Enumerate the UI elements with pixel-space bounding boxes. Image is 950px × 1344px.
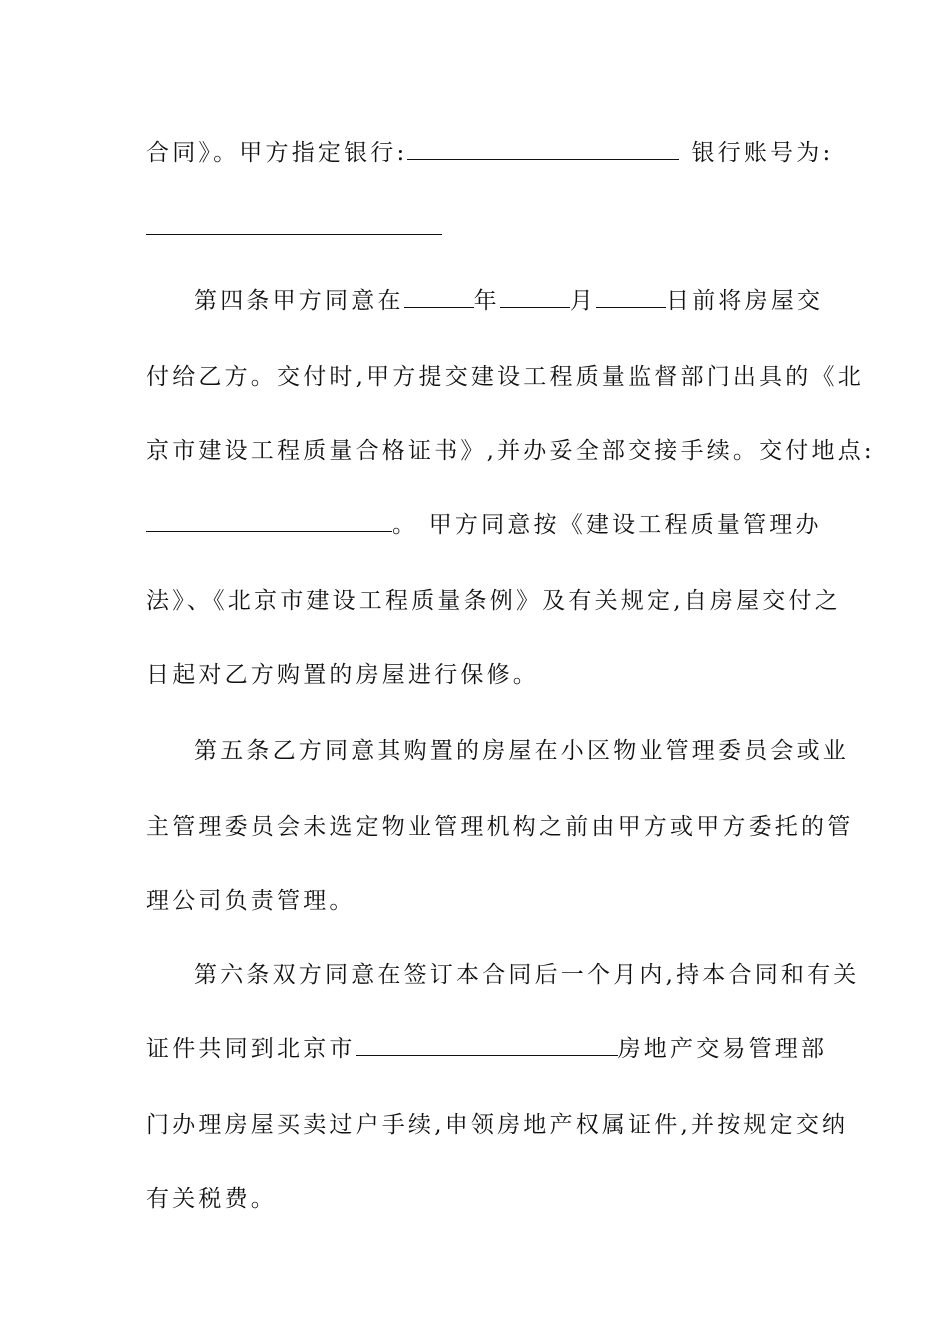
text-line-4: 付给乙方。交付时,甲方提交建设工程质量监督部门出具的《北 xyxy=(146,364,864,390)
delivery-place-blank xyxy=(146,513,392,532)
bank-name-blank xyxy=(407,141,679,160)
text-line-9: 第五条乙方同意其购置的房屋在小区物业管理委员会或业 xyxy=(194,738,849,764)
year-blank xyxy=(404,289,474,308)
text-line-6 xyxy=(146,510,822,540)
real-estate-dept-text: 房地产交易管理部 xyxy=(617,1036,828,1062)
text-line-13 xyxy=(146,1034,827,1064)
day-blank xyxy=(596,289,666,308)
quality-law-text: 。 甲方同意按《建设工程质量管理办 xyxy=(392,512,822,538)
article-4-intro: 第四条甲方同意在 xyxy=(194,288,404,314)
text-line-12: 第六条双方同意在签订本合同后一个月内,持本合同和有关 xyxy=(194,962,860,988)
text-line-15: 有关税费。 xyxy=(146,1186,277,1212)
text-line-10: 主管理委员会未选定物业管理机构之前由甲方或甲方委托的管 xyxy=(146,814,854,840)
text-line-7: 法》、《北京市建设工程质量条例》及有关规定,自房屋交付之 xyxy=(146,588,841,614)
text-line-5: 京市建设工程质量合格证书》,并办妥全部交接手续。交付地点: xyxy=(146,438,875,464)
year-label: 年 xyxy=(473,288,500,314)
district-blank xyxy=(356,1037,618,1056)
article-4-day-text: 日前将房屋交 xyxy=(666,288,824,314)
text-line-1 xyxy=(146,138,833,168)
text-line-3 xyxy=(194,286,823,316)
month-label: 月 xyxy=(569,288,597,314)
contract-bank-label: 合同》。甲方指定银行: xyxy=(146,140,408,166)
account-number-label: 银行账号为: xyxy=(691,140,834,166)
month-blank xyxy=(500,289,570,308)
account-number-blank xyxy=(146,234,442,235)
text-line-8: 日起对乙方购置的房屋进行保修。 xyxy=(146,662,539,688)
beijing-city-label: 证件共同到北京市 xyxy=(146,1036,356,1062)
text-line-14: 门办理房屋买卖过户手续,申领房地产权属证件,并按规定交纳 xyxy=(146,1112,849,1138)
text-line-11: 理公司负责管理。 xyxy=(146,888,356,914)
